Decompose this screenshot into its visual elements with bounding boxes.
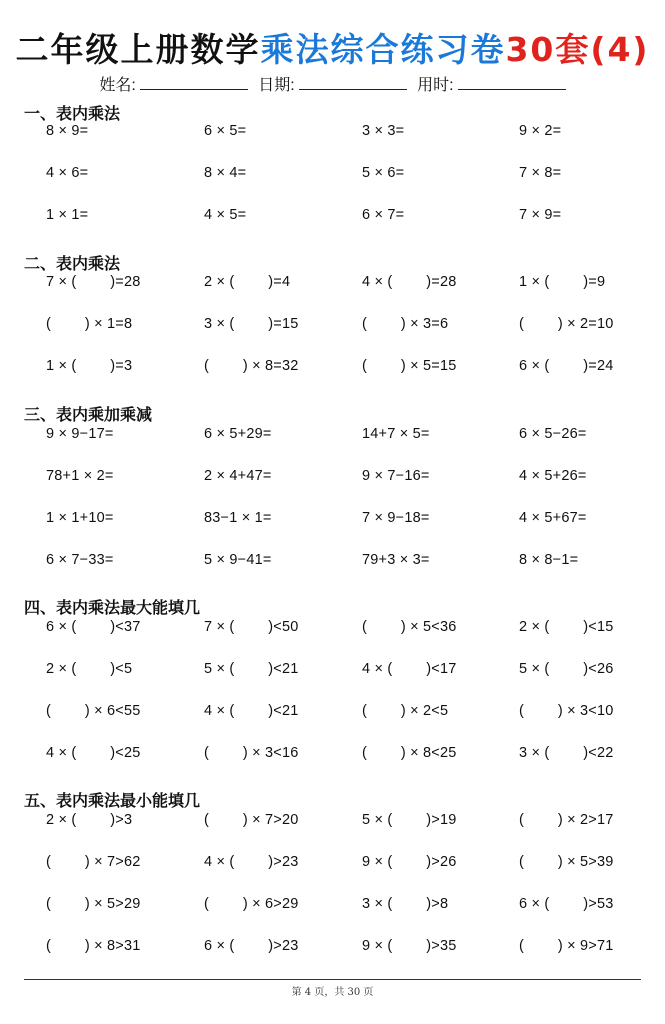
math-problem[interactable]: 4 × ( )<21 <box>204 703 299 719</box>
problem-row <box>0 316 665 336</box>
problem-row <box>0 745 665 765</box>
date-label: 日期: <box>258 77 295 94</box>
math-problem[interactable]: 6 × 5−26= <box>519 426 587 442</box>
section-title: 二、表内乘法 <box>24 254 121 273</box>
math-problem[interactable]: 6 × 5+29= <box>204 426 272 442</box>
math-problem[interactable]: 6 × ( )>23 <box>204 938 299 954</box>
math-problem[interactable]: 7 × 9−18= <box>362 510 430 526</box>
time-field[interactable] <box>417 72 565 95</box>
math-problem[interactable]: ( ) × 6>29 <box>204 896 299 912</box>
math-problem[interactable]: 4 × ( )>23 <box>204 854 299 870</box>
student-info <box>0 72 665 95</box>
math-problem[interactable]: ( ) × 5>39 <box>519 854 614 870</box>
math-problem[interactable]: ( ) × 3<10 <box>519 703 614 719</box>
math-problem[interactable]: 4 × 5+67= <box>519 510 587 526</box>
math-problem[interactable]: 1 × ( )=9 <box>519 274 606 290</box>
math-problem[interactable]: 6 × ( )>53 <box>519 896 614 912</box>
math-problem[interactable]: 2 × ( )=4 <box>204 274 291 290</box>
problem-row <box>0 358 665 378</box>
time-blank[interactable] <box>458 75 566 90</box>
problem-row <box>0 552 665 572</box>
math-problem[interactable]: ( ) × 9>71 <box>519 938 614 954</box>
name-blank[interactable] <box>140 75 248 90</box>
math-problem[interactable]: 2 × ( )<15 <box>519 619 614 635</box>
math-problem[interactable]: ( ) × 5<36 <box>362 619 457 635</box>
problem-row <box>0 854 665 874</box>
math-problem[interactable]: 8 × 9= <box>46 123 89 139</box>
title-part-grade: 二年级上册数学 <box>15 30 261 69</box>
section-title: 三、表内乘加乘减 <box>24 405 153 424</box>
section-title: 四、表内乘法最大能填几 <box>24 598 201 617</box>
math-problem[interactable]: 4 × 6= <box>46 165 89 181</box>
math-problem[interactable]: 1 × ( )=3 <box>46 358 133 374</box>
math-problem[interactable]: ( ) × 5>29 <box>46 896 141 912</box>
math-problem[interactable]: 9 × 2= <box>519 123 562 139</box>
math-problem[interactable]: 6 × ( )=24 <box>519 358 614 374</box>
problem-row <box>0 812 665 832</box>
math-problem[interactable]: ( ) × 8<25 <box>362 745 457 761</box>
math-problem[interactable]: ( ) × 1=8 <box>46 316 133 332</box>
math-problem[interactable]: 6 × 5= <box>204 123 247 139</box>
math-problem[interactable]: 78+1 × 2= <box>46 468 114 484</box>
math-problem[interactable]: ( ) × 7>62 <box>46 854 141 870</box>
math-problem[interactable]: 4 × ( )=28 <box>362 274 457 290</box>
math-problem[interactable]: 4 × 5+26= <box>519 468 587 484</box>
math-problem[interactable]: ( ) × 6<55 <box>46 703 141 719</box>
math-problem[interactable]: 5 × ( )<26 <box>519 661 614 677</box>
math-problem[interactable]: 3 × ( )<22 <box>519 745 614 761</box>
problem-row <box>0 123 665 143</box>
date-field[interactable] <box>258 72 406 95</box>
math-problem[interactable]: 1 × 1+10= <box>46 510 114 526</box>
page-footer: 第 4 页，共 30 页 <box>291 987 374 998</box>
math-problem[interactable]: ( ) × 3<16 <box>204 745 299 761</box>
math-problem[interactable]: 9 × ( )>26 <box>362 854 457 870</box>
math-problem[interactable]: 9 × 7−16= <box>362 468 430 484</box>
math-problem[interactable]: 6 × ( )<37 <box>46 619 141 635</box>
problem-row <box>0 896 665 916</box>
problem-row <box>0 165 665 185</box>
date-blank[interactable] <box>299 75 407 90</box>
math-problem[interactable]: ( ) × 2=10 <box>519 316 614 332</box>
math-problem[interactable]: 8 × 8−1= <box>519 552 579 568</box>
math-problem[interactable]: ( ) × 2>17 <box>519 812 614 828</box>
page-title <box>0 24 665 71</box>
math-problem[interactable]: 6 × 7−33= <box>46 552 114 568</box>
section-title: 五、表内乘法最小能填几 <box>24 791 201 810</box>
math-problem[interactable]: ( ) × 8>31 <box>46 938 141 954</box>
footer-divider <box>24 979 641 980</box>
problem-row <box>0 207 665 227</box>
math-problem[interactable]: 5 × ( )<21 <box>204 661 299 677</box>
math-problem[interactable]: 83−1 × 1= <box>204 510 272 526</box>
math-problem[interactable]: 14+7 × 5= <box>362 426 430 442</box>
problem-row <box>0 468 665 488</box>
math-problem[interactable]: 5 × 9−41= <box>204 552 272 568</box>
problem-row <box>0 426 665 446</box>
math-problem[interactable]: 2 × ( )<5 <box>46 661 133 677</box>
problem-row <box>0 661 665 681</box>
math-problem[interactable]: 4 × ( )<25 <box>46 745 141 761</box>
math-problem[interactable]: 2 × 4+47= <box>204 468 272 484</box>
math-problem[interactable]: 2 × ( )>3 <box>46 812 133 828</box>
math-problem[interactable]: 4 × ( )<17 <box>362 661 457 677</box>
math-problem[interactable]: 7 × ( )=28 <box>46 274 141 290</box>
math-problem[interactable]: 79+3 × 3= <box>362 552 430 568</box>
problem-row <box>0 938 665 958</box>
title-part-set: 30套(4) <box>505 30 650 69</box>
math-problem[interactable]: ( ) × 2<5 <box>362 703 449 719</box>
math-problem[interactable]: 3 × 3= <box>362 123 405 139</box>
math-problem[interactable]: 7 × 8= <box>519 165 562 181</box>
math-problem[interactable]: 9 × 9−17= <box>46 426 114 442</box>
math-problem[interactable]: 4 × 5= <box>204 207 247 223</box>
name-label: 姓名: <box>99 77 136 94</box>
name-field[interactable] <box>99 72 247 95</box>
time-label: 用时: <box>417 77 454 94</box>
math-problem[interactable]: 3 × ( )=15 <box>204 316 299 332</box>
math-problem[interactable]: 6 × 7= <box>362 207 405 223</box>
math-problem[interactable]: 5 × 6= <box>362 165 405 181</box>
math-problem[interactable]: 1 × 1= <box>46 207 89 223</box>
math-problem[interactable]: ( ) × 5=15 <box>362 358 457 374</box>
problem-row <box>0 510 665 530</box>
math-problem[interactable]: ( ) × 7>20 <box>204 812 299 828</box>
math-problem[interactable]: ( ) × 3=6 <box>362 316 449 332</box>
math-problem[interactable]: 8 × 4= <box>204 165 247 181</box>
math-problem[interactable]: 7 × ( )<50 <box>204 619 299 635</box>
math-problem[interactable]: 7 × 9= <box>519 207 562 223</box>
title-part-topic: 乘法综合练习卷 <box>260 30 506 69</box>
math-problem[interactable]: ( ) × 8=32 <box>204 358 299 374</box>
problem-row <box>0 619 665 639</box>
problem-row <box>0 703 665 723</box>
math-problem[interactable]: 3 × ( )>8 <box>362 896 449 912</box>
math-problem[interactable]: 9 × ( )>35 <box>362 938 457 954</box>
problem-row <box>0 274 665 294</box>
math-problem[interactable]: 5 × ( )>19 <box>362 812 457 828</box>
section-title: 一、表内乘法 <box>24 104 121 123</box>
